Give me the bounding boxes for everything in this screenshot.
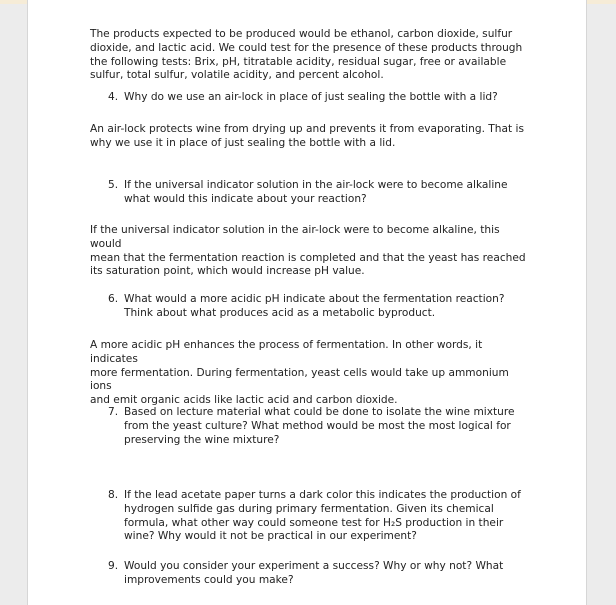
question-number: 8. <box>108 489 119 501</box>
question-number: 5. <box>108 179 119 191</box>
question-number: 9. <box>108 560 119 572</box>
answer-3-paragraph: The products expected to be produced would be ethanol, carbon dioxide, sulfur dioxide, and lactic acid. We could test for the presence of these products through the following tests: Brix, pH, titratable acidity, residual sugar, free or available sulfur, total sulfur, volatile acidity, and percent alcohol. <box>90 28 523 82</box>
question-5 <box>108 179 528 207</box>
question-text: Why do we use an air-lock in place of just sealing the bottle with a lid? <box>124 91 498 103</box>
question-4 <box>108 91 528 105</box>
question-text: What would a more acidic pH indicate about the fermentation reaction? Think about what produces acid as a metabolic byproduct. <box>124 293 505 319</box>
question-6 <box>108 293 528 321</box>
question-8 <box>108 489 528 544</box>
question-number: 7. <box>108 406 119 418</box>
question-7 <box>108 406 528 447</box>
answer-4-paragraph: An air-lock protects wine from drying up and prevents it from evaporating. That is why we use it in place of just sealing the bottle with a lid. <box>90 123 524 149</box>
question-text: Based on lecture material what could be done to isolate the wine mixture from the yeast culture? What method would be most the most logical for preserving the wine mixture? <box>124 406 515 446</box>
answer-6-paragraph: A more acidic pH enhances the process of fermentation. In other words, it indicates more fermentation. During fermentation, yeast cells would take up ammonium ions and emit organic acids like lactic acid and carbon dioxide. <box>90 339 509 407</box>
question-text: If the lead acetate paper turns a dark color this indicates the production of hydrogen sulfide gas during primary fermentation. Given its chemical formula, what other way could someone test for H₂S production in their wine? Why would it not be practical in our experiment? <box>124 489 521 543</box>
question-9 <box>108 560 528 588</box>
answer-5-paragraph: If the universal indicator solution in the air-lock were to become alkaline, this would mean that the fermentation reaction is completed and that the yeast has reached its saturation point, which would increase pH value. <box>90 224 526 278</box>
question-text: If the universal indicator solution in the air-lock were to become alkaline what would this indicate about your reaction? <box>124 179 508 205</box>
question-text: Would you consider your experiment a success? Why or why not? What improvements could you make? <box>124 560 504 586</box>
question-number: 4. <box>108 91 119 103</box>
question-number: 6. <box>108 293 119 305</box>
